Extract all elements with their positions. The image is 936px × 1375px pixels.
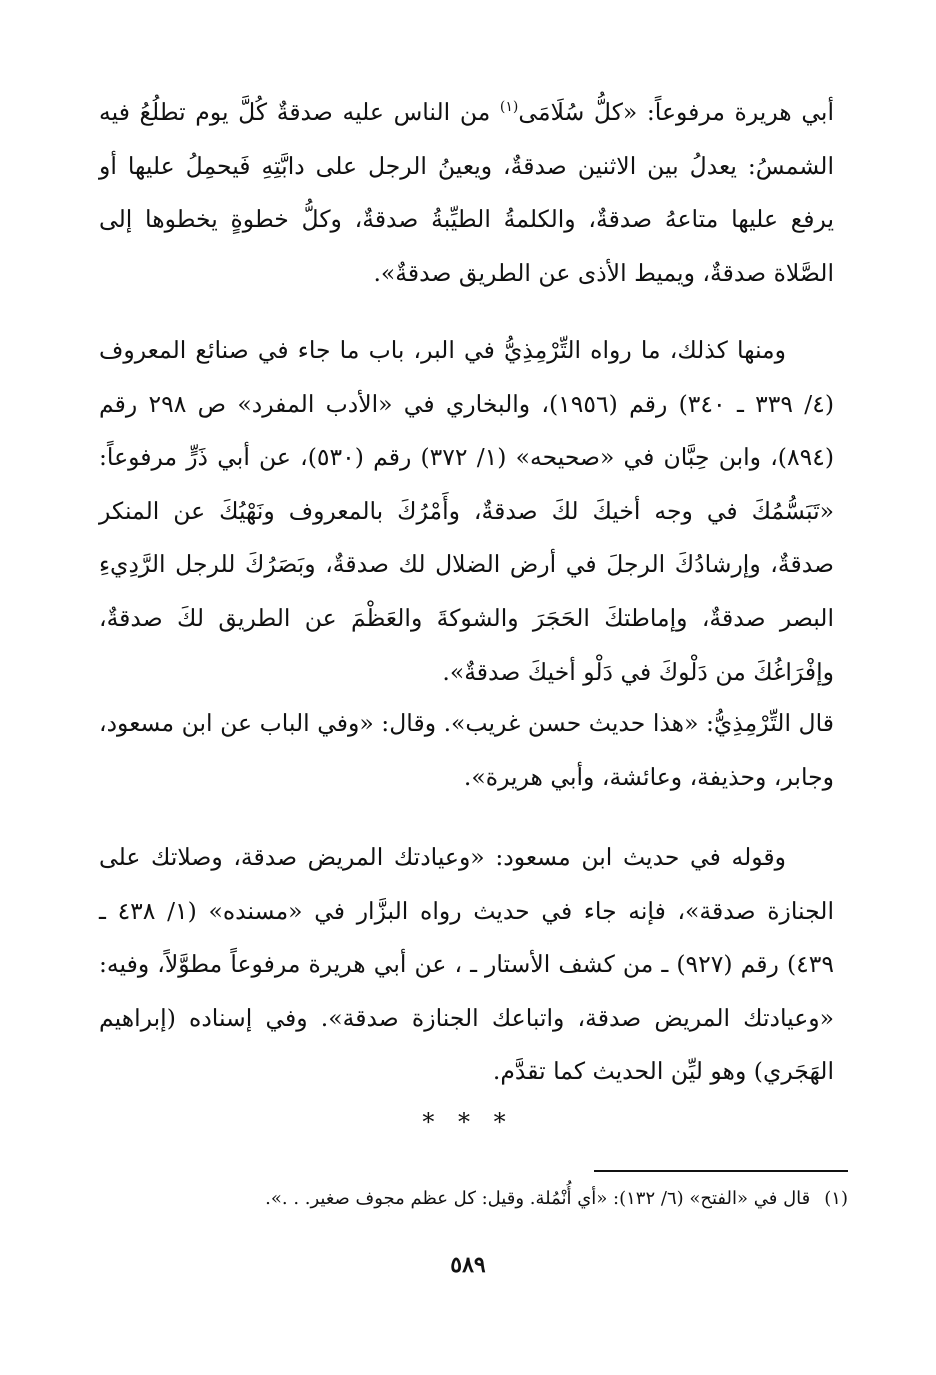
page-number: ٥٨٩	[450, 1252, 486, 1278]
paragraph-2: ومنها كذلك، ما رواه التِّرْمِذِيُّ في البر، باب ما جاء في صنائع المعروف (٤/ ٣٣٩ ـ ٣٤٠) رقم (١٩٥٦)، والبخاري في «الأدب المفرد» ص ٢٩٨ رقم (٨٩٤)، وابن حِبَّان في «صحيحه» (١/ ٣٧٢) رقم (٥٣٠)، عن أبي ذَرٍّ مرفوعاً: «تَبَسُّمُكَ في وجه أخيكَ لكَ صدقةٌ، وأَمْرُكَ بالمعروف ونَهْيُكَ عن المنكر صدقةٌ، وإرشادُكَ الرجلَ في أرض الضلال لك صدقةٌ، وبَصَرُكَ للرجل الرَّدِيءِ البصر صدقةٌ، وإماطتكَ الحَجَرَ والشوكةَ والعَظْمَ عن الطريق لكَ صدقةٌ، وإفْرَاغُكَ من دَلْوكَ في دَلْو أخيكَ صدقةٌ».	[99, 336, 835, 686]
paragraph-4: وقوله في حديث ابن مسعود: «وعيادتك المريض صدقة، وصلاتك على الجنازة صدقة»، فإنه جاء في حديث رواه البزَّار في «مسنده» (١/ ٤٣٨ ـ ٤٣٩) رقم (٩٢٧) ـ من كشف الأستار ـ ، عن أبي هريرة مرفوعاً مطوَّلاً، وفيه: «وعيادتك المريض صدقة، واتباعك الجنازة صدقة». وفي إسناده (إبراهيم الهَجَري) وهو ليِّن الحديث كما تقدَّم.	[99, 843, 834, 1086]
paragraph-1-start: أبي هريرة مرفوعاً: «كلُّ سُلَامَى	[518, 98, 834, 126]
footnote-number: (١)	[824, 1188, 848, 1209]
section-separator: * * *	[422, 1108, 514, 1136]
footnote-text: قال في «الفتح» (٦/ ١٣٢): «أي أُنْمُلة. وقيل: كل عظم مجوف صغير. . .».	[265, 1188, 811, 1209]
paragraph-3: قال التِّرْمِذِيُّ: «هذا حديث حسن غريب». وقال: «وفي الباب عن ابن مسعود، وجابر، وحذيفة، وعائشة، وأبي هريرة».	[99, 709, 834, 791]
footnote-rule	[594, 1170, 848, 1172]
footnote	[88, 1182, 848, 1216]
paragraph-1	[99, 86, 834, 300]
paragraph-1-rest: من الناس عليه صدقةٌ كُلَّ يوم تطلُعُ فيه الشمسُ: يعدلُ بين الاثنين صدقةٌ، ويعينُ الرجل على دابَّتِهِ فَيحمِلُ عليها أو يرفع عليها متاعهُ صدقةٌ، والكلمةُ الطيِّبةُ صدقةٌ، وكلُّ خطوةٍ يخطوها إلى الصَّلاة صدقةٌ، ويميط الأذى عن الطريق صدقةٌ».	[99, 98, 834, 287]
footnote-reference[interactable]: (١)	[499, 99, 519, 116]
